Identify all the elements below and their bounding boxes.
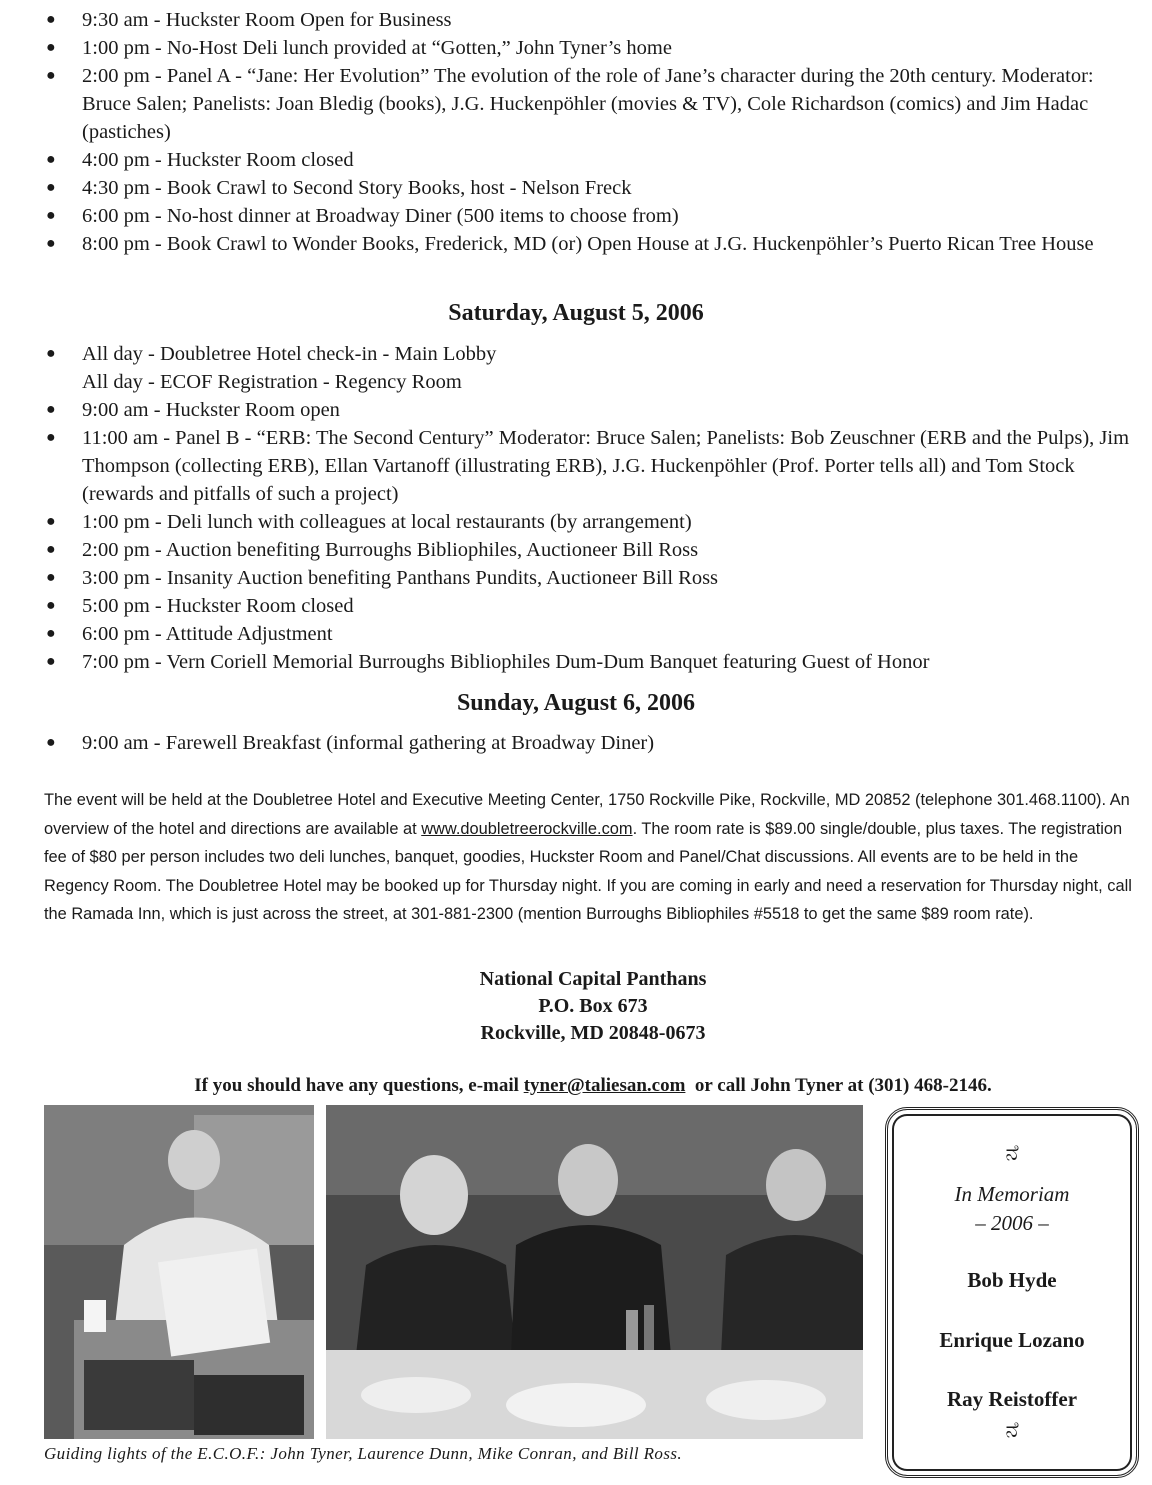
bullet-icon: ● xyxy=(46,569,56,586)
schedule-item: ● 2:00 pm - Panel A - “Jane: Her Evolution” The evolution of the role of Jane’s character during the 20th century. Moderator: Bruce Salen; Panelists: Joan Bledig (books), J.G. Huckenpöhler (movies & TV), Cole Richardson (comics) and Jim Hadac (pastiches) xyxy=(44,62,1134,146)
schedule-item: ● 7:00 pm - Vern Coriell Memorial Burroughs Bibliophiles Dum-Dum Banquet featuring Guest of Honor xyxy=(44,648,1134,676)
ornament-icon: ನೆ xyxy=(1005,1417,1019,1442)
sunday-heading: Sunday, August 6, 2006 xyxy=(456,690,696,716)
saturday-heading: Saturday, August 5, 2006 xyxy=(448,300,704,326)
schedule-item: ● 5:00 pm - Huckster Room closed xyxy=(44,592,1134,620)
contact-line: If you should have any questions, e-mail tyner@taliesan.com or call John Tyner at (301) 468-2146. xyxy=(194,1075,992,1096)
memoriam-name: Ray Reistoffer xyxy=(946,1387,1078,1411)
bullet-icon: ● xyxy=(46,235,56,252)
saturday-schedule xyxy=(44,340,1134,676)
schedule-item: ● 8:00 pm - Book Crawl to Wonder Books, Frederick, MD (or) Open House at J.G. Huckenpöhler’s Puerto Rican Tree House xyxy=(44,230,1134,258)
memoriam-title: In Memoriam – 2006 – xyxy=(954,1182,1070,1235)
venue-paragraph: The event will be held at the Doubletree Hotel and Executive Meeting Center, 1750 Rockville Pike, Rockville, MD 20852 (telephone 301.468.1100). An overview of the hotel and directions are available at www.doubletreerockville.com. The room rate is $89.00 single/double, plus taxes. The registration fee of $80 per person includes two deli lunches, banquet, goodies, Huckster Room and Panel/Chat discussions. All events are to be held in the Regency Room. The Doubletree Hotel may be booked up for Thursday night. If you are coming in early and need a reservation for Thursday night, call the Ramada Inn, which is just across the street, at 301-881-2300 (mention Burroughs Bibliophiles #5518 to get the same $89 room rate). xyxy=(44,791,1132,923)
bullet-icon: ● xyxy=(46,513,56,530)
memoriam-name: Enrique Lozano xyxy=(939,1328,1085,1352)
schedule-item: ● 1:00 pm - No-Host Deli lunch provided at “Gotten,” John Tyner’s home xyxy=(44,34,1134,62)
schedule-subitem: All day - ECOF Registration - Regency Room xyxy=(82,371,462,393)
bullet-icon: ● xyxy=(46,597,56,614)
bullet-icon: ● xyxy=(46,39,56,56)
bullet-icon: ● xyxy=(46,151,56,168)
bullet-icon: ● xyxy=(46,179,56,196)
schedule-item: ● 6:00 pm - Attitude Adjustment xyxy=(44,620,1134,648)
schedule-item: ● 6:00 pm - No-host dinner at Broadway Diner (500 items to choose from) xyxy=(44,202,1134,230)
friday-schedule xyxy=(44,6,1134,258)
po-box: P.O. Box 673 xyxy=(538,995,648,1017)
mailing-address xyxy=(0,966,1152,1047)
bullet-icon: ● xyxy=(46,625,56,642)
schedule-item: ● 1:00 pm - Deli lunch with colleagues at local restaurants (by arrangement) xyxy=(44,508,1134,536)
org-name: National Capital Panthans xyxy=(479,968,707,990)
bullet-icon: ● xyxy=(46,429,56,446)
photo-illustration xyxy=(326,1105,863,1439)
sunday-schedule xyxy=(44,729,1134,757)
in-memoriam-box xyxy=(885,1107,1139,1478)
bullet-icon: ● xyxy=(46,541,56,558)
schedule-item: ● 9:00 am - Farewell Breakfast (informal gathering at Broadway Diner) xyxy=(44,729,1134,757)
bullet-icon: ● xyxy=(46,67,56,84)
schedule-item: ● 11:00 am - Panel B - “ERB: The Second Century” Moderator: Bruce Salen; Panelists: Bob Zeuschner (ERB and the Pulps), Jim Thompson (collecting ERB), Ellan Vartanoff (illustrating ERB), J.G. Huckenpöhler (Prof. Porter tells all) and Tom Stock (rewards and pitfalls of such a project) xyxy=(44,424,1134,508)
schedule-item: ● 2:00 pm - Auction benefiting Burroughs Bibliophiles, Auctioneer Bill Ross xyxy=(44,536,1134,564)
schedule-item: ● 4:00 pm - Huckster Room closed xyxy=(44,146,1134,174)
bullet-icon: ● xyxy=(46,345,56,362)
photo-john-tyner xyxy=(44,1105,314,1439)
bullet-icon: ● xyxy=(46,734,56,751)
schedule-item: ● 4:30 pm - Book Crawl to Second Story Books, host - Nelson Freck xyxy=(44,174,1134,202)
photo-caption: Guiding lights of the E.C.O.F.: John Tyner, Laurence Dunn, Mike Conran, and Bill Ross. xyxy=(44,1444,683,1463)
schedule-item: ● 9:30 am - Huckster Room Open for Business xyxy=(44,6,1134,34)
hotel-website-link[interactable]: www.doubletreerockville.com xyxy=(421,819,633,838)
city-state-zip: Rockville, MD 20848-0673 xyxy=(480,1022,706,1044)
photo-illustration xyxy=(44,1105,314,1439)
bullet-icon: ● xyxy=(46,653,56,670)
schedule-item: ● All day - Doubletree Hotel check-in - Main Lobby All day - ECOF Registration - Regency Room xyxy=(44,340,1134,396)
bullet-icon: ● xyxy=(46,401,56,418)
email-link[interactable]: tyner@taliesan.com xyxy=(523,1075,686,1096)
schedule-item: ● 3:00 pm - Insanity Auction benefiting Panthans Pundits, Auctioneer Bill Ross xyxy=(44,564,1134,592)
bullet-icon: ● xyxy=(46,207,56,224)
schedule-item: ● 9:00 am - Huckster Room open xyxy=(44,396,1134,424)
memoriam-name: Bob Hyde xyxy=(967,1268,1057,1292)
photo-group-dinner xyxy=(326,1105,863,1439)
bullet-icon: ● xyxy=(46,11,56,28)
ornament-icon: ನೆ xyxy=(1005,1140,1019,1165)
